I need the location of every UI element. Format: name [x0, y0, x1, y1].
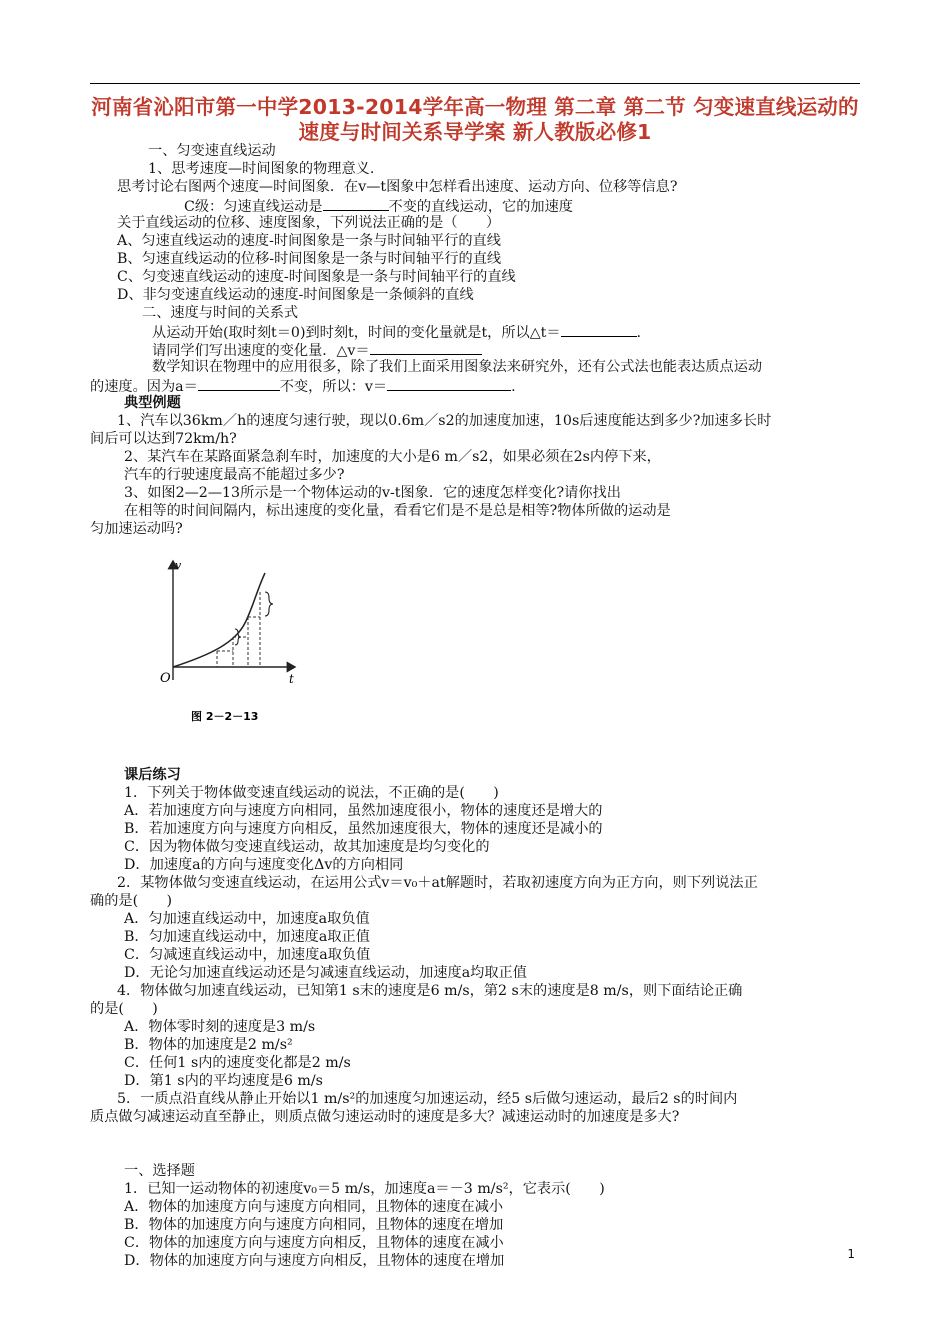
- text-line: [152, 340, 482, 360]
- option-a: A．若加速度方向与速度方向相同，虽然加速度很小，物体的速度还是增大的: [124, 803, 603, 819]
- text-line: 1、思考速度—时间图象的物理意义.: [148, 161, 375, 177]
- vt-curve: [173, 573, 265, 667]
- example-2-cont: 汽车的行驶速度最高不能超过多少?: [124, 467, 345, 483]
- option-d: D．无论匀加速直线运动还是匀减速直线运动，加速度a均取正值: [124, 965, 527, 981]
- page-number: 1: [847, 1247, 855, 1261]
- option-c: C．任何1 s内的速度变化都是2 m/s: [124, 1055, 351, 1071]
- option-a: A、匀速直线运动的速度-时间图象是一条与时间轴平行的直线: [117, 233, 501, 249]
- text-fragment: 不变，所以：v＝: [279, 379, 388, 395]
- option-b: B．物体的加速度方向与速度方向相同，且物体的速度在增加: [124, 1217, 504, 1233]
- option-a: A．物体零时刻的速度是3 m/s: [124, 1019, 316, 1035]
- section-heading: 一、匀变速直线运动: [148, 143, 276, 159]
- option-b: B、匀速直线运动的位移-时间图象是一条与时间轴平行的直线: [117, 251, 502, 267]
- option-b: B．若加速度方向与速度方向相反，虽然加速度很大，物体的速度还是减小的: [124, 821, 603, 837]
- option-c: C．匀减速直线运动中，加速度a取负值: [124, 947, 371, 963]
- example-3: 3、如图2—2—13所示是一个物体运动的v-t图象．它的速度怎样变化?请你找出: [124, 485, 621, 501]
- exercise-4-cont: 的是( ): [90, 1001, 158, 1017]
- text-line: [184, 196, 573, 216]
- option-a: A．匀加速直线运动中，加速度a取负值: [124, 911, 370, 927]
- option-b: B．匀加速直线运动中，加速度a取正值: [124, 929, 370, 945]
- vt-graph-figure: [155, 555, 305, 727]
- text-line: [152, 322, 641, 342]
- exercise-5: 5．一质点沿直线从静止开始以1 m/s²的加速度匀加速运动，经5 s后做匀速运动，最后2 s的时间内: [117, 1091, 738, 1107]
- question-stem: 关于直线运动的位移、速度图象，下列说法正确的是（ ）: [117, 215, 501, 231]
- example-1: 1、汽车以36km／h的速度匀速行驶，现以0.6m／s2的加速度加速，10s后速度能达到多少?加速多长时: [117, 413, 772, 429]
- text-line: 数学知识在物理中的应用很多，除了我们上面采用图象法来研究外，还有公式法也能表达质点运动: [152, 359, 763, 375]
- option-d: D．加速度a的方向与速度变化Δv的方向相同: [124, 857, 404, 873]
- fill-blank[interactable]: [387, 376, 511, 391]
- v-axis-label: v: [175, 559, 182, 572]
- section-heading: 二、速度与时间的关系式: [142, 305, 299, 321]
- text-fragment: C级：匀速直线运动是: [184, 199, 323, 215]
- examples-heading: 典型例题: [124, 395, 181, 411]
- text-fragment: 请同学们写出速度的变化量．△v＝: [152, 343, 370, 359]
- option-c: C．因为物体做匀变速直线运动，故其加速度是均匀变化的: [124, 839, 490, 855]
- exercise-2: 2．某物体做匀变速直线运动，在运用公式v＝v₀＋at解题时，若取初速度方向为正方向，则下列说法正: [117, 875, 758, 891]
- fill-blank[interactable]: [198, 376, 280, 391]
- section-heading: 一、选择题: [124, 1163, 195, 1179]
- example-2: 2、某汽车在某路面紧急刹车时，加速度的大小是6 m／s2，如果必须在2s内停下来，: [124, 449, 661, 465]
- option-c: C、匀变速直线运动的速度-时间图象是一条与时间轴平行的直线: [117, 269, 516, 285]
- option-c: C．物体的加速度方向与速度方向相反，且物体的速度在减小: [124, 1235, 504, 1251]
- text-line: [90, 376, 516, 396]
- fill-blank[interactable]: [561, 322, 637, 337]
- exercise-4: 4．物体做匀加速直线运动，已知第1 s末的速度是6 m/s，第2 s末的速度是8 m/s，则下面结论正确: [117, 983, 743, 999]
- text-fragment: .: [636, 325, 642, 341]
- origin-label: O: [160, 671, 171, 686]
- example-1-cont: 间后可以达到72km/h?: [90, 431, 237, 447]
- text-fragment: 的速度。因为a＝: [90, 379, 198, 395]
- text-fragment: 不变的直线运动，它的加速度: [388, 199, 573, 215]
- figure-caption: 图 2－2－13: [191, 710, 259, 723]
- exercise-1: 1．下列关于物体做变速直线运动的说法，不正确的是( ): [124, 785, 499, 801]
- option-d: D．第1 s内的平均速度是6 m/s: [124, 1073, 323, 1089]
- t-axis-label: t: [289, 672, 294, 686]
- fill-blank[interactable]: [323, 196, 389, 211]
- option-a: A．物体的加速度方向与速度方向相同，且物体的速度在减小: [124, 1199, 504, 1215]
- option-d: D、非匀变速直线运动的速度-时间图象是一条倾斜的直线: [117, 287, 474, 303]
- option-d: D．物体的加速度方向与速度方向相反，且物体的速度在增加: [124, 1253, 505, 1269]
- exercise-5-cont: 质点做匀减速运动直至静止，则质点做匀速运动时的速度是多大？减速运动时的加速度是多大?: [90, 1109, 680, 1125]
- exercise-2-cont: 确的是( ): [90, 893, 173, 909]
- text-line: 思考讨论右图两个速度—时间图象．在v—t图象中怎样看出速度、运动方向、位移等信息?: [117, 179, 678, 195]
- selection-1: 1．已知一运动物体的初速度v₀＝5 m/s，加速度a＝－3 m/s²，它表示( ): [124, 1181, 605, 1197]
- example-3-cont: 匀加速运动吗?: [90, 521, 183, 537]
- text-fragment: 从运动开始(取时刻t＝0)到时刻t，时间的变化量就是t，所以△t＝: [152, 325, 561, 341]
- exercises-heading: 课后练习: [124, 767, 181, 783]
- header-rule: [90, 83, 860, 84]
- text-fragment: .: [511, 379, 516, 395]
- option-b: B．物体的加速度是2 m/s²: [124, 1037, 293, 1053]
- vt-graph: [155, 555, 305, 727]
- example-3-cont: 在相等的时间间隔内，标出速度的变化量，看看它们是不是总是相等?物体所做的运动是: [124, 503, 671, 519]
- fill-blank[interactable]: [370, 340, 482, 355]
- page-title: 河南省沁阳市第一中学2013-2014学年高一物理 第二章 第二节 匀变速直线运动的速度与时间关系导学案 新人教版必修1: [91, 95, 859, 144]
- brace-large: [265, 592, 273, 616]
